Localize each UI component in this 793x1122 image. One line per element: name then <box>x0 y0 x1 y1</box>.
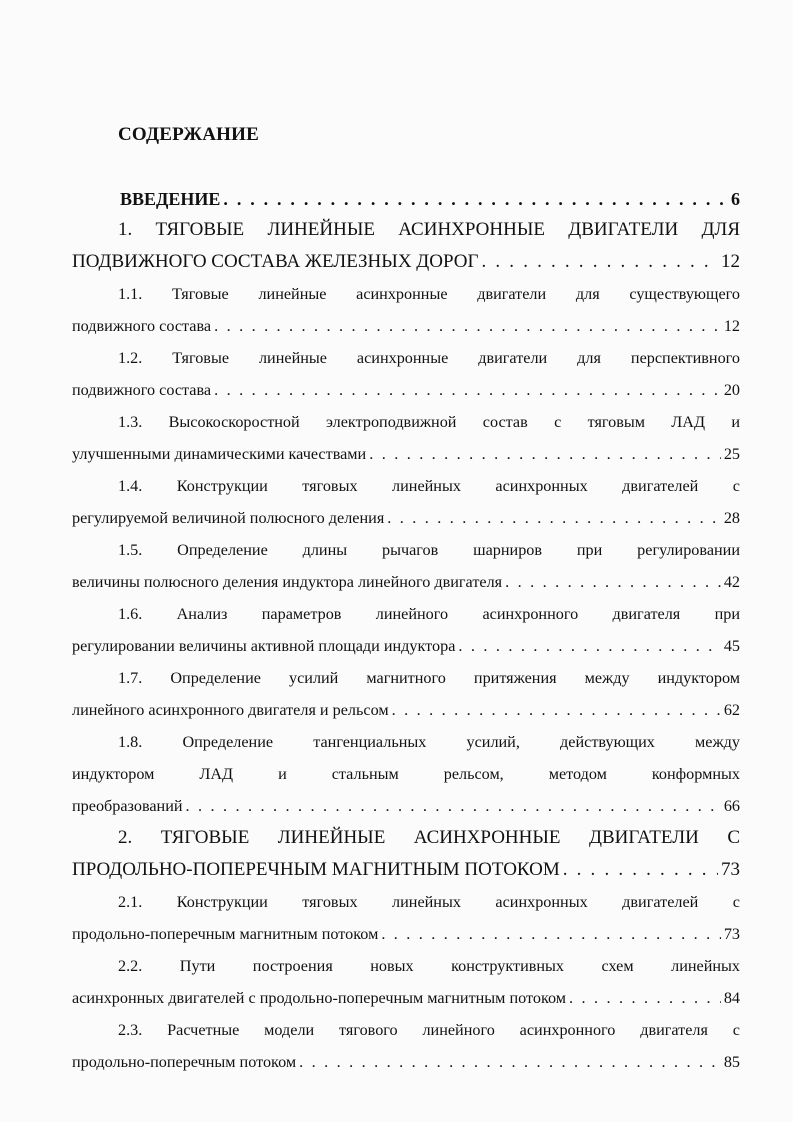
toc-entry-text: продольно-поперечным потоком <box>72 1053 297 1071</box>
toc-page-number: 66 <box>723 797 740 815</box>
toc-entry-text: ПОДВИЖНОГО СОСТАВА ЖЕЛЕЗНЫХ ДОРОГ <box>72 251 479 272</box>
toc-entry-text: величины полюсного деления индуктора линейного двигателя <box>72 573 503 591</box>
toc-entry-text: улучшенными динамическими качествами <box>72 445 367 463</box>
toc-page-number: 20 <box>723 381 740 399</box>
toc-entry-text: 1.1. Тяговые линейные асинхронные двигатели для существующего <box>118 285 740 303</box>
dot-leader <box>505 566 721 598</box>
toc-entry-text: 1.6. Анализ параметров линейного асинхронного двигателя при <box>118 605 740 623</box>
toc-entry-section <box>72 278 740 342</box>
toc-entry-text: 2.3. Расчетные модели тягового линейного асинхронного двигателя с <box>118 1021 740 1039</box>
toc-page-number: 62 <box>723 701 740 719</box>
toc-entry-section <box>72 598 740 662</box>
toc-page-number: 45 <box>723 637 740 655</box>
toc-page-number: 12 <box>721 251 740 272</box>
dot-leader <box>482 246 719 278</box>
toc-entry-intro <box>72 184 740 214</box>
toc-entry-section <box>72 950 740 1014</box>
toc-entry-text: 1.3. Высокоскоростной электроподвижной состав с тяговым ЛАД и <box>118 413 740 431</box>
toc-entry-section <box>72 406 740 470</box>
toc-page-number: 73 <box>721 859 740 880</box>
dot-leader <box>458 630 720 662</box>
toc-entry-section <box>72 534 740 598</box>
toc-entry-section <box>72 1014 740 1078</box>
page-title: СОДЕРЖАНИЕ <box>118 124 259 145</box>
dot-leader <box>214 310 721 342</box>
dot-leader <box>299 1046 721 1078</box>
toc-page-number: 25 <box>723 445 740 463</box>
toc-entry-text: 1. ТЯГОВЫЕ ЛИНЕЙНЫЕ АСИНХРОННЫЕ ДВИГАТЕЛИ ДЛЯ <box>118 219 740 240</box>
dot-leader <box>214 374 721 406</box>
table-of-contents <box>72 184 740 1078</box>
toc-page-number: 73 <box>723 925 740 943</box>
toc-entry-text: 2.2. Пути построения новых конструктивных схем линейных <box>118 957 740 975</box>
toc-entry-text: регулируемой величиной полюсного деления <box>72 509 385 527</box>
toc-entry-text: 1.7. Определение усилий магнитного притяжения между индуктором <box>118 669 740 687</box>
toc-entry-text: 1.4. Конструкции тяговых линейных асинхронных двигателей с <box>118 477 740 495</box>
toc-entry-text: продольно-поперечным магнитным потоком <box>72 925 379 943</box>
toc-entry-text: асинхронных двигателей с продольно-поперечным магнитным потоком <box>72 989 567 1007</box>
dot-leader <box>563 854 718 886</box>
toc-entry-text: 1.5. Определение длины рычагов шарниров при регулировании <box>118 541 740 559</box>
toc-entry-text: 2.1. Конструкции тяговых линейных асинхронных двигателей с <box>118 893 740 911</box>
toc-entry-section <box>72 726 740 822</box>
toc-entry-text: ПРОДОЛЬНО-ПОПЕРЕЧНЫМ МАГНИТНЫМ ПОТОКОМ <box>72 859 560 880</box>
toc-entry-chapter <box>72 822 740 886</box>
toc-entry-text: преобразований <box>72 797 183 815</box>
toc-page-number: 42 <box>723 573 740 591</box>
toc-page-number: 28 <box>723 509 740 527</box>
toc-entry-text: регулировании величины активной площади индуктора <box>72 637 456 655</box>
toc-entry-text: ВВЕДЕНИЕ <box>120 189 221 209</box>
dot-leader <box>569 982 721 1014</box>
dot-leader <box>387 502 721 534</box>
dot-leader <box>392 694 721 726</box>
toc-entry-section <box>72 886 740 950</box>
toc-page-number: 84 <box>723 989 740 1007</box>
toc-page-number: 85 <box>723 1053 740 1071</box>
dot-leader <box>381 918 721 950</box>
dot-leader <box>186 790 721 822</box>
toc-entry-section <box>72 470 740 534</box>
toc-entry-section <box>72 342 740 406</box>
toc-entry-text: 2. ТЯГОВЫЕ ЛИНЕЙНЫЕ АСИНХРОННЫЕ ДВИГАТЕЛИ С <box>118 827 740 848</box>
dot-leader <box>369 438 721 470</box>
toc-entry-text: подвижного состава <box>72 317 212 335</box>
toc-entry-text: линейного асинхронного двигателя и рельсом <box>72 701 389 719</box>
toc-page-number: 6 <box>731 189 740 209</box>
toc-entry-text: 1.2. Тяговые линейные асинхронные двигатели для перспективного <box>118 349 740 367</box>
dot-leader <box>223 184 728 214</box>
toc-entry-chapter <box>72 214 740 278</box>
toc-entry-section <box>72 662 740 726</box>
toc-entry-text: индуктором ЛАД и стальным рельсом, методом конформных <box>72 765 740 783</box>
toc-entry-text: 1.8. Определение тангенциальных усилий, действующих между <box>118 733 740 751</box>
toc-page-number: 12 <box>723 317 740 335</box>
toc-entry-text: подвижного состава <box>72 381 212 399</box>
